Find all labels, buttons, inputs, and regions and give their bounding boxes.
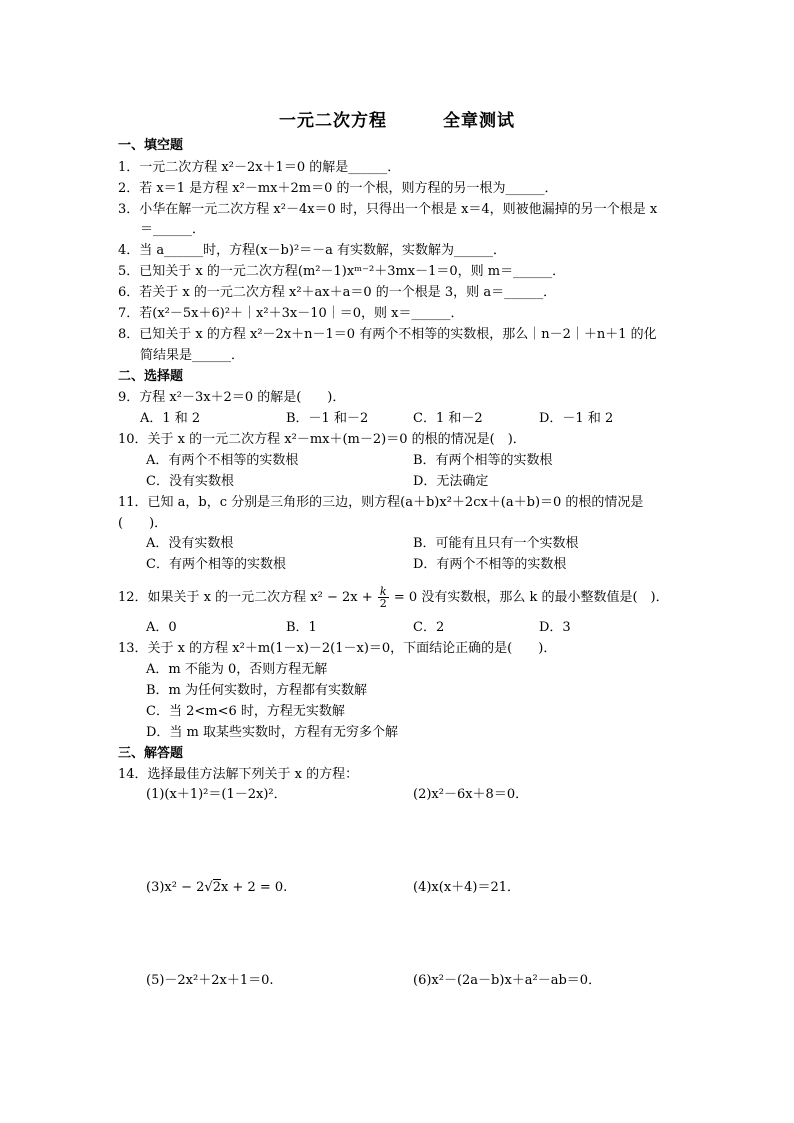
q12-text-before: 12．如果关于 x 的一元二次方程 x² − 2x + — [118, 590, 373, 605]
q10-option-d: D．无法确定 — [413, 474, 489, 489]
q14-part-3-radicand: 2 — [212, 880, 221, 895]
section-heading-choice: 二、选择题 — [118, 369, 184, 384]
question-7: 7．若(x²－5x＋6)²＋｜x²＋3x－10｜＝0，则 x＝______． — [118, 306, 464, 321]
question-6: 6．若关于 x 的一元二次方程 x²＋ax＋a＝0 的一个根是 3，则 a＝______． — [118, 285, 557, 300]
q14-part-3-before: (3)x² − 2 — [146, 880, 205, 895]
q13-option-a: A．m 不能为 0，否则方程无解 — [146, 662, 328, 677]
q9-option-b: B．－1 和－2 — [286, 411, 369, 426]
q14-part-4: (4)x(x＋4)＝21． — [413, 880, 521, 895]
question-11: 11．已知 a，b，c 分别是三角形的三边，则方程(a＋b)x²＋2cx＋(a＋b)＝0 的根的情况是 — [118, 495, 644, 510]
question-8-continued: 简结果是______． — [140, 348, 245, 363]
title-part1: 一元二次方程 — [279, 111, 387, 131]
q12-fraction-denominator: 2 — [379, 597, 387, 610]
q12-option-b: B．1 — [286, 620, 317, 635]
question-13: 13．关于 x 的方程 x²＋m(1－x)－2(1－x)＝0，下面结论正确的是( )． — [118, 641, 557, 656]
q12-option-d: D．3 — [539, 620, 571, 635]
q12-option-c: C．2 — [413, 620, 445, 635]
q14-part-5: (5)－2x²＋2x＋1＝0. — [146, 973, 274, 988]
question-5: 5．已知关于 x 的一元二次方程(m²－1)xᵐ⁻²＋3mx－1＝0，则 m＝______． — [118, 264, 566, 279]
q12-fraction — [378, 586, 389, 609]
q12-fraction-numerator: k — [378, 586, 389, 598]
section-heading-solve: 三、解答题 — [118, 746, 184, 761]
question-9: 9．方程 x²－3x＋2＝0 的解是( )． — [118, 390, 346, 405]
q11-option-c: C．有两个相等的实数根 — [146, 557, 286, 572]
q12-text-after: = 0 没有实数根，那么 k 的最小整数值是( )． — [393, 590, 669, 605]
question-4: 4．当 a______时，方程(x－b)²＝－a 有实数解，实数解为______． — [118, 243, 507, 258]
q14-part-1: (1)(x＋1)²＝(1－2x)²． — [146, 787, 287, 802]
q12-option-a: A．0 — [146, 620, 177, 635]
question-11-continued: ( )． — [118, 516, 168, 531]
sqrt-sign-icon: √ — [204, 880, 213, 895]
question-14: 14．选择最佳方法解下列关于 x 的方程： — [118, 767, 359, 782]
q11-option-d: D．有两个不相等的实数根 — [413, 557, 567, 572]
question-12 — [118, 586, 669, 609]
page-title — [0, 106, 794, 131]
q14-part-3 — [146, 879, 287, 897]
question-10: 10．关于 x 的一元二次方程 x²－mx＋(m－2)＝0 的根的情况是( )． — [118, 432, 526, 447]
q10-option-a: A．有两个不相等的实数根 — [146, 453, 299, 468]
question-1: 1．一元二次方程 x²－2x＋1＝0 的解是______． — [118, 160, 401, 175]
q11-option-b: B．可能有且只有一个实数根 — [413, 536, 579, 551]
q14-part-3-after: x + 2 = 0. — [220, 880, 288, 895]
q9-option-d: D．－1 和 2 — [539, 411, 614, 426]
q10-option-b: B．有两个相等的实数根 — [413, 453, 553, 468]
question-3-continued: ＝______． — [140, 222, 206, 237]
q14-part-2: (2)x²－6x＋8＝0． — [413, 787, 529, 802]
q13-option-b: B．m 为任何实数时，方程都有实数解 — [146, 683, 368, 698]
q11-option-a: A．没有实数根 — [146, 536, 234, 551]
question-3: 3．小华在解一元二次方程 x²－4x＝0 时，只得出一个根是 x＝4，则被他漏掉的另一个根是 x — [118, 202, 658, 217]
q9-option-c: C．1 和－2 — [413, 411, 483, 426]
q10-option-c: C．没有实数根 — [146, 474, 234, 489]
question-2: 2．若 x＝1 是方程 x²－mx＋2m＝0 的一个根，则方程的另一根为______． — [118, 181, 558, 196]
q13-option-d: D．当 m 取某些实数时，方程有无穷多个解 — [146, 725, 399, 740]
q13-option-c: C．当 2<m<6 时，方程无实数解 — [146, 704, 345, 719]
q14-part-6: (6)x²－(2a－b)x＋a²－ab＝0． — [413, 973, 602, 988]
q9-option-a: A．1 和 2 — [140, 411, 201, 426]
section-heading-fill: 一、填空题 — [118, 138, 184, 153]
question-8: 8．已知关于 x 的方程 x²－2x＋n－1＝0 有两个不相等的实数根，那么｜n－2｜＋n＋1 的化 — [118, 327, 657, 342]
title-part2: 全章测试 — [443, 111, 515, 131]
